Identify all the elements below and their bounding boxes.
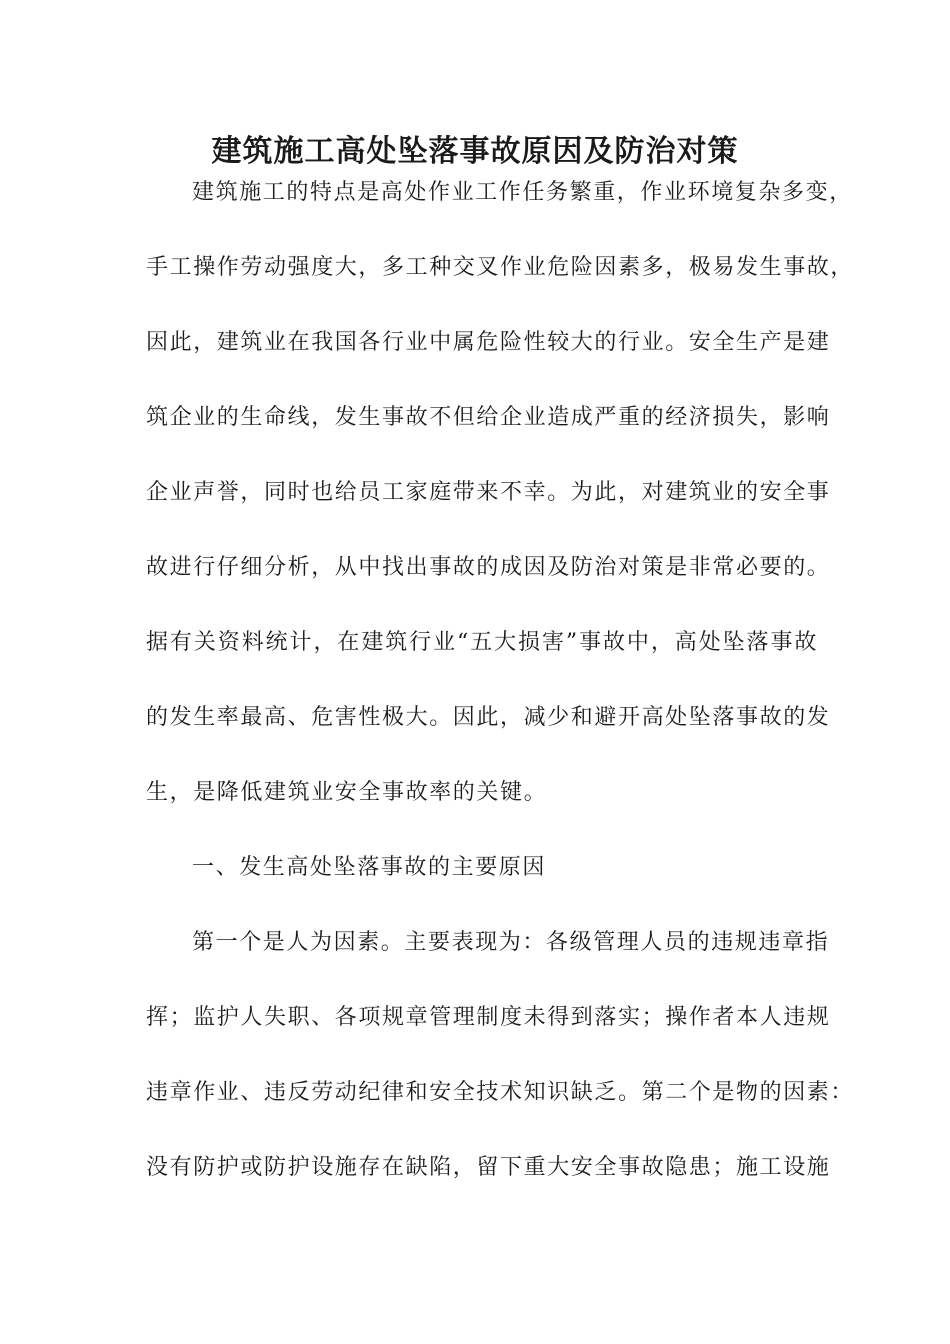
paragraph-line: 建筑施工的特点是高处作业工作任务繁重，作业环境复杂多变， (192, 180, 853, 205)
document-body (146, 168, 855, 1218)
paragraph-line: 生，是降低建筑业安全事故率的关键。 (146, 780, 548, 805)
paragraph-line: 故进行仔细分析，从中找出事故的成因及防治对策是非常必要的。 (146, 555, 831, 580)
paragraph-line: 筑企业的生命线，发生事故不但给企业造成严重的经济损失，影响 (146, 405, 831, 430)
paragraph-line: 的发生率最高、危害性极大。因此，减少和避开高处坠落事故的发 (146, 705, 831, 730)
paragraph-line: 企业声誉，同时也给员工家庭带来不幸。为此，对建筑业的安全事 (146, 480, 831, 505)
section-heading: 一、发生高处坠落事故的主要原因 (192, 855, 547, 880)
paragraph-line: 据有关资料统计，在建筑行业“五大损害”事故中，高处坠落事故 (146, 630, 818, 655)
paragraph-line: 挥；监护人失职、各项规章管理制度未得到落实；操作者本人违规 (146, 1005, 831, 1030)
paragraph-line: 违章作业、违反劳动纪律和安全技术知识缺乏。第二个是物的因素： (146, 1080, 855, 1105)
paragraph-line: 第一个是人为因素。主要表现为：各级管理人员的违规违章指 (192, 930, 830, 955)
paragraph-line: 手工操作劳动强度大，多工种交叉作业危险因素多，极易发生事故， (146, 255, 855, 280)
paragraph-line: 因此，建筑业在我国各行业中属危险性较大的行业。安全生产是建 (146, 330, 831, 355)
document-title: 建筑施工高处坠落事故原因及防治对策 (211, 134, 739, 169)
paragraph-line: 没有防护或防护设施存在缺陷，留下重大安全事故隐患；施工设施 (146, 1155, 831, 1180)
